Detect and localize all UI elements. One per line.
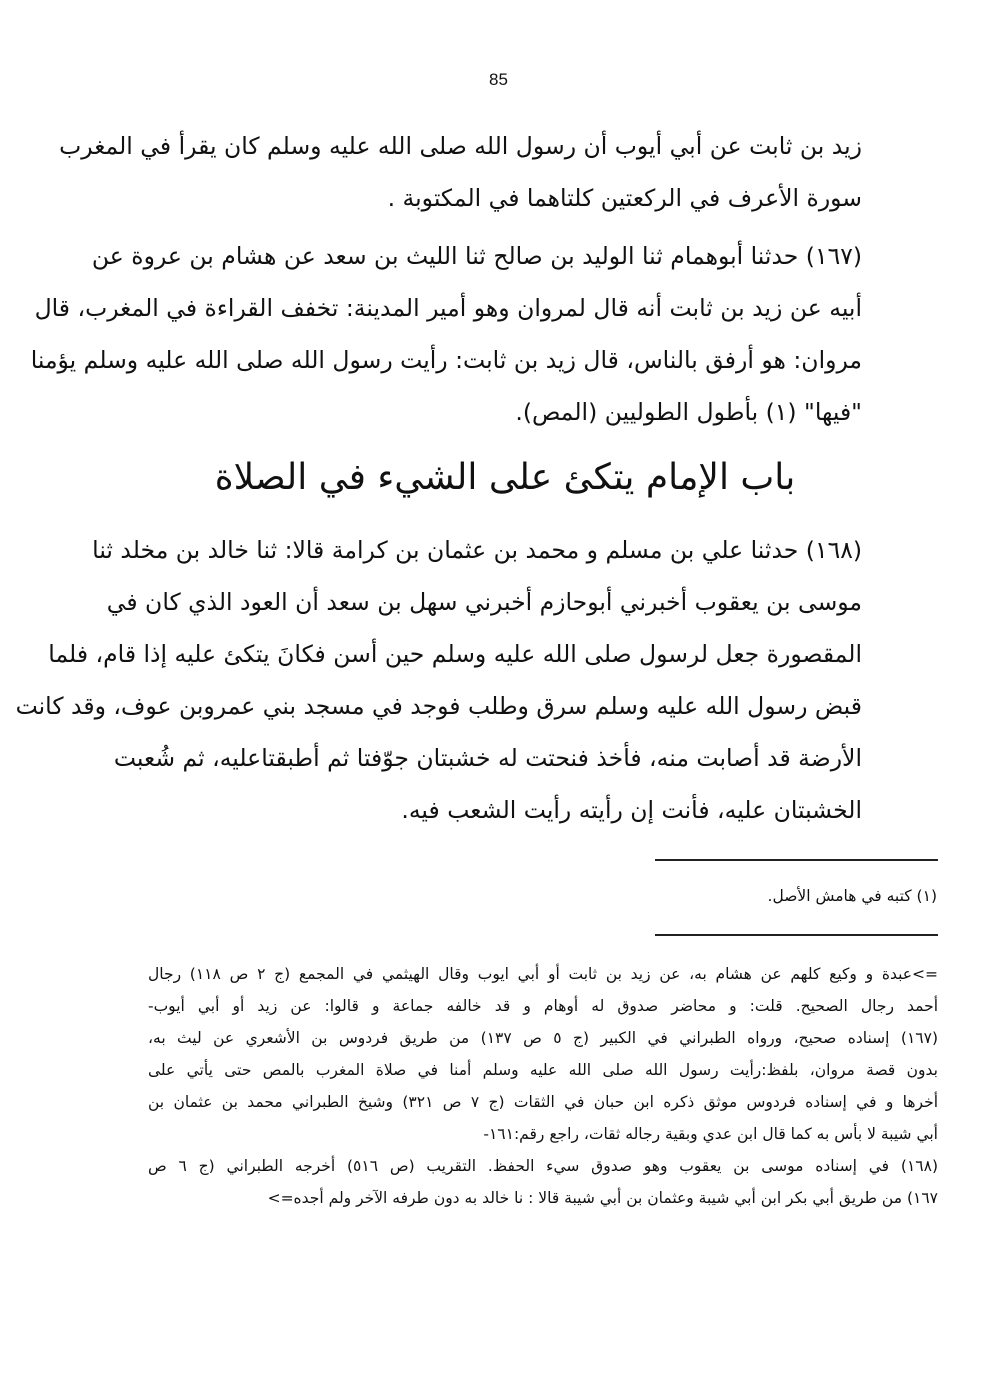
text-line: سورة الأعرف في الركعتين كلتاهما في المكتوبة .	[387, 184, 862, 212]
paragraph-3	[15, 524, 862, 836]
text-line: الأرضة قد أصابت منه، فأخذ فنحتت له خشبتان جوّفتا ثم أطبقتاعليه، ثم شُعبت	[113, 744, 862, 772]
paragraph-2	[30, 230, 862, 438]
note-line: أبي شيبة لا بأس به كما قال ابن عدي وبقية رجاله ثقات، راجع رقم:١٦١-	[483, 1125, 938, 1143]
note-line: ١٦٧) من طريق أبي بكر ابن أبي شيبة وعثمان بن أبي شيبة قالا : نا خالد به دون طرفه الآخر ولم أجده=>	[267, 1189, 938, 1207]
note-line: (١٦٧) إسناده صحيح، ورواه الطبراني في الكبير (ج ٥ ص ١٣٧) من طريق فردوس بن الأشعري عن ليث به،	[148, 1029, 939, 1047]
text-line: (١٦٨) حدثنا علي بن مسلم و محمد بن عثمان بن كرامة قالا: ثنا خالد بن مخلد ثنا	[92, 536, 862, 564]
page-number: 85	[489, 70, 508, 89]
paragraph-1	[59, 120, 862, 224]
text-line: (١٦٧) حدثنا أبوهمام ثنا الوليد بن صالح ثنا الليث بن سعد عن هشام بن عروة عن	[91, 242, 862, 270]
note-line: =>عبدة و وكيع كلهم عن هشام به، عن زيد بن ثابت أو أبي ايوب وقال الهيثمي في المجمع (ج ٢ ص ١١٨) رجال	[148, 965, 938, 983]
note-line: بدون قصة مروان، بلفظ:رأيت رسول الله صلى الله عليه وسلم أمنا في صلاة المغرب بالمص حتى يأتي على	[148, 1061, 938, 1079]
text-line: قبض رسول الله عليه وسلم سرق وطلب فوجد في مسجد بني عمروبن عوف، وقد كانت	[15, 692, 862, 720]
footnote-divider	[655, 859, 938, 861]
text-line: مروان: هو أرفق بالناس، قال زيد بن ثابت: رأيت رسول الله صلى الله عليه وسلم يؤمنا	[30, 346, 862, 374]
text-line: المقصورة جعل لرسول صلى الله عليه وسلم حين أسن فكانَ يتكئ عليه إذا قام، فلما	[48, 640, 862, 668]
note-line: أحمد رجال الصحيح. قلت: و محاضر صدوق له أوهام و قد خالفه جماعة و قالوا: عن زيد أو أبي أيوب-	[148, 997, 938, 1015]
note-line: أخرها و في إسناده فردوس موثق ذكره ابن حبان في الثقات (ج ٧ ص ٣٢١) وشيخ الطبراني محمد بن عثمان بن	[148, 1093, 938, 1111]
notes-divider	[655, 934, 938, 936]
text-line: أبيه عن زيد بن ثابت أنه قال لمروان وهو أمير المدينة: تخفف القراءة في المغرب، قال	[34, 294, 862, 322]
footnote-1: (١) كتبه في هامش الأصل.	[767, 887, 937, 905]
commentary-notes	[148, 958, 938, 1214]
text-line: الخشبتان عليه، فأنت إن رأيته رأيت الشعب فيه.	[401, 796, 862, 824]
text-line: موسى بن يعقوب أخبرني أبوحازم أخبرني سهل بن سعد أن العود الذي كان في	[106, 588, 862, 616]
text-line: زيد بن ثابت عن أبي أيوب أن رسول الله صلى الله عليه وسلم كان يقرأ في المغرب	[59, 132, 862, 160]
chapter-heading: باب الإمام يتكئ على الشيء في الصلاة	[214, 457, 796, 498]
note-line: (١٦٨) في إسناده موسى بن يعقوب وهو صدوق سيء الحفظ. التقريب (ص ٥١٦) أخرجه الطبراني (ج ٦ ص	[148, 1157, 938, 1175]
text-line: "فيها" (١) بأطول الطوليين (المص).	[515, 398, 862, 426]
